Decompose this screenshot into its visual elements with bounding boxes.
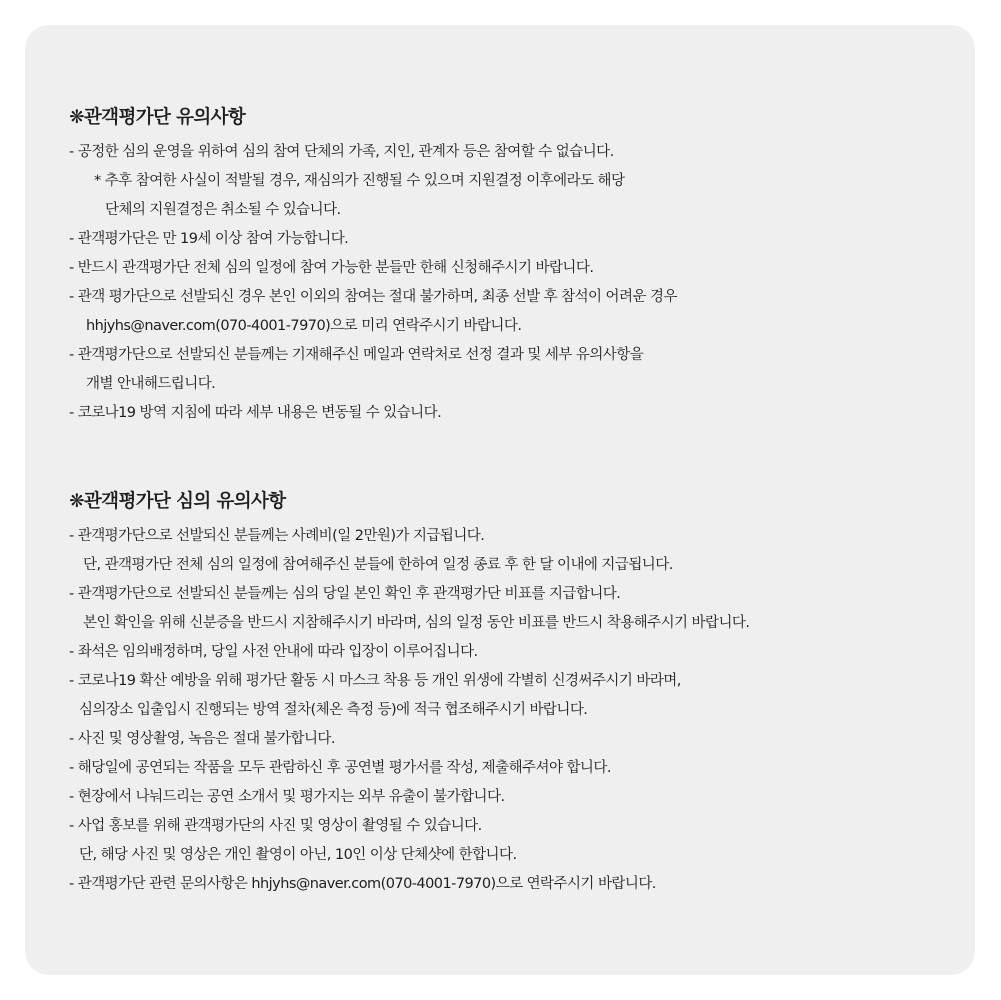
notice-line: - 사진 및 영상촬영, 녹음은 절대 불가합니다. <box>69 731 335 747</box>
notice-line-continuation: 개별 안내해드립니다. <box>86 376 216 392</box>
notice-line: - 반드시 관객평가단 전체 심의 일정에 참여 가능한 분들만 한해 신청해주시기 바랍니다. <box>69 260 594 276</box>
notice-line-note: * 추후 참여한 사실이 적발될 경우, 재심의가 진행될 수 있으며 지원결정 이후에라도 해당 <box>94 173 625 189</box>
notice-line: - 관객평가단으로 선발되신 분들께는 기재해주신 메일과 연락처로 선정 결과 및 세부 유의사항을 <box>69 347 644 363</box>
notice-line: - 코로나19 방역 지침에 따라 세부 내용은 변동될 수 있습니다. <box>69 405 442 421</box>
notice-line-continuation: hhjyhs@naver.com(070-4001-7970)으로 미리 연락주시기 바랍니다. <box>86 318 522 334</box>
section-heading: ❋관객평가단 유의사항 <box>69 107 246 128</box>
notice-card <box>25 25 975 975</box>
evaluator-notice-section <box>69 103 959 428</box>
notice-line-continuation: 심의장소 입출입시 진행되는 방역 절차(체온 측정 등)에 적극 협조해주시기 바랍니다. <box>79 702 588 718</box>
notice-line: - 현장에서 나눠드리는 공연 소개서 및 평가지는 외부 유출이 불가합니다. <box>69 789 505 805</box>
notice-line: - 관객평가단으로 선발되신 분들께는 심의 당일 본인 확인 후 관객평가단 비표를 지급합니다. <box>69 586 621 602</box>
section-heading: ❋관객평가단 심의 유의사항 <box>69 491 286 512</box>
notice-line: - 좌석은 임의배정하며, 당일 사전 안내에 따라 입장이 이루어집니다. <box>69 644 478 660</box>
evaluation-notice-section <box>69 487 959 899</box>
notice-line: - 관객평가단으로 선발되신 분들께는 사례비(일 2만원)가 지급됩니다. <box>69 528 485 544</box>
notice-line-continuation: 본인 확인을 위해 신분증을 반드시 지참해주시기 바라며, 심의 일정 동안 비표를 반드시 착용해주시기 바랍니다. <box>83 615 750 631</box>
notice-line-continuation: 단, 해당 사진 및 영상은 개인 촬영이 아닌, 10인 이상 단체샷에 한합니다. <box>79 847 517 863</box>
notice-line: - 관객평가단 관련 문의사항은 hhjyhs@naver.com(070-4001-7970)으로 연락주시기 바랍니다. <box>69 876 656 892</box>
notice-line-continuation: 단, 관객평가단 전체 심의 일정에 참여해주신 분들에 한하여 일정 종료 후 한 달 이내에 지급됩니다. <box>83 557 673 573</box>
notice-line: - 사업 홍보를 위해 관객평가단의 사진 및 영상이 촬영될 수 있습니다. <box>69 818 482 834</box>
notice-line: - 해당일에 공연되는 작품을 모두 관람하신 후 공연별 평가서를 작성, 제출해주셔야 합니다. <box>69 760 611 776</box>
notice-line: - 관객 평가단으로 선발되신 경우 본인 이외의 참여는 절대 불가하며, 최종 선발 후 참석이 어려운 경우 <box>69 289 677 305</box>
notice-line-continuation: 단체의 지원결정은 취소될 수 있습니다. <box>105 202 341 218</box>
notice-line: - 공정한 심의 운영을 위하여 심의 참여 단체의 가족, 지인, 관계자 등은 참여할 수 없습니다. <box>69 144 614 160</box>
notice-line: - 코로나19 확산 예방을 위해 평가단 활동 시 마스크 착용 등 개인 위생에 각별히 신경써주시기 바라며, <box>69 673 681 689</box>
notice-line: - 관객평가단은 만 19세 이상 참여 가능합니다. <box>69 231 349 247</box>
